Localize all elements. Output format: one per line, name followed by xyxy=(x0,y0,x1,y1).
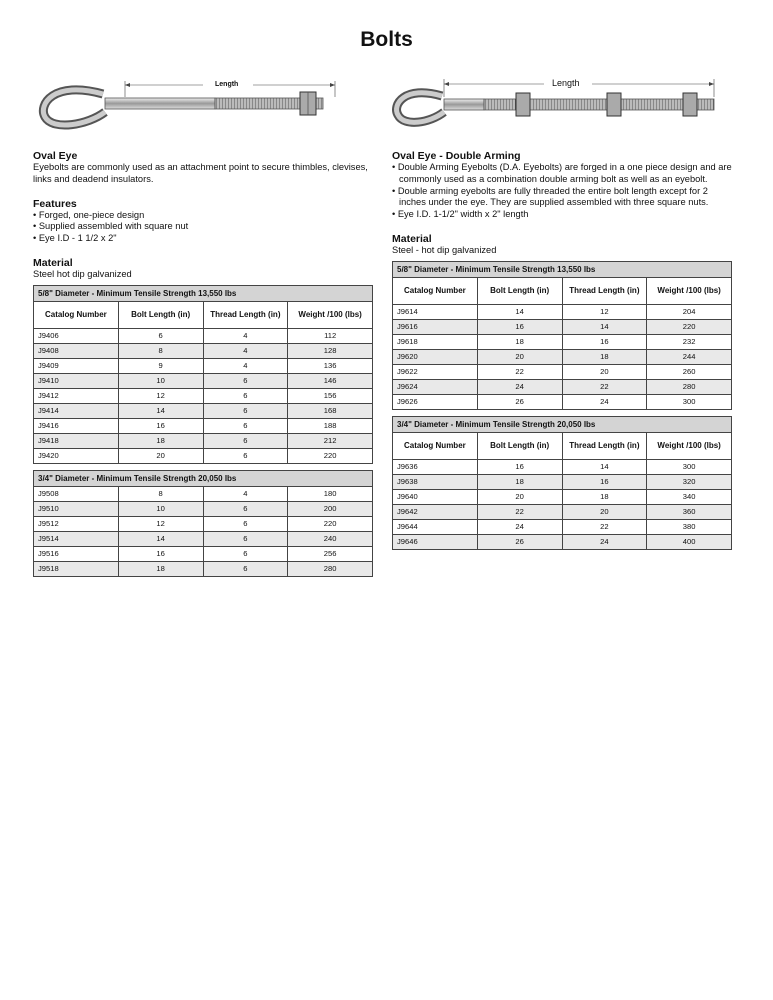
oval-eye-heading: Oval Eye xyxy=(33,150,78,162)
table-row xyxy=(34,343,373,358)
thread-length-cell: 4 xyxy=(203,486,288,501)
weight-cell: 136 xyxy=(288,358,373,373)
column-header: Weight /100 (lbs) xyxy=(288,301,373,328)
column-header: Weight /100 (lbs) xyxy=(647,432,732,459)
bolt-length-cell: 18 xyxy=(477,474,562,489)
catalog-number-cell: J9408 xyxy=(34,343,119,358)
oval-eye-bolt-diagram xyxy=(33,75,373,147)
bolt-length-cell: 8 xyxy=(118,486,203,501)
bolt-length-cell: 14 xyxy=(118,531,203,546)
catalog-number-cell: J9626 xyxy=(393,394,478,409)
thread-length-cell: 20 xyxy=(562,364,647,379)
table-row xyxy=(393,504,732,519)
weight-cell: 128 xyxy=(288,343,373,358)
table-header-row xyxy=(34,301,373,328)
catalog-number-cell: J9510 xyxy=(34,501,119,516)
column-header: Weight /100 (lbs) xyxy=(647,277,732,304)
table-row xyxy=(34,433,373,448)
table-row xyxy=(393,334,732,349)
oval-eye-section xyxy=(33,75,373,577)
oval-eye-bolt-illustration xyxy=(33,75,363,147)
table-row xyxy=(34,373,373,388)
table-row xyxy=(393,379,732,394)
table-row xyxy=(34,358,373,373)
table-caption: 3/4" Diameter - Minimum Tensile Strength 20,050 lbs xyxy=(34,470,373,486)
table-row xyxy=(393,519,732,534)
thread-length-cell: 18 xyxy=(562,489,647,504)
weight-cell: 168 xyxy=(288,403,373,418)
catalog-number-cell: J9624 xyxy=(393,379,478,394)
table-row xyxy=(34,403,373,418)
table-row xyxy=(393,459,732,474)
catalog-number-cell: J9620 xyxy=(393,349,478,364)
bolt-length-cell: 14 xyxy=(118,403,203,418)
weight-cell: 280 xyxy=(647,379,732,394)
thread-length-cell: 6 xyxy=(203,388,288,403)
bolt-length-cell: 24 xyxy=(477,519,562,534)
bolt-length-cell: 20 xyxy=(477,349,562,364)
thread-length-cell: 6 xyxy=(203,418,288,433)
bolt-length-cell: 26 xyxy=(477,394,562,409)
thread-length-cell: 6 xyxy=(203,433,288,448)
catalog-number-cell: J9508 xyxy=(34,486,119,501)
bolt-length-cell: 26 xyxy=(477,534,562,549)
table-row xyxy=(34,448,373,463)
weight-cell: 220 xyxy=(647,319,732,334)
bolt-length-cell: 18 xyxy=(118,433,203,448)
double-arming-section xyxy=(392,75,732,550)
column-header: Bolt Length (in) xyxy=(477,432,562,459)
bolt-length-cell: 24 xyxy=(477,379,562,394)
thread-length-cell: 18 xyxy=(562,349,647,364)
features-heading: Features xyxy=(33,197,77,210)
catalog-number-cell: J9642 xyxy=(393,504,478,519)
weight-cell: 188 xyxy=(288,418,373,433)
thread-length-cell: 16 xyxy=(562,334,647,349)
catalog-number-cell: J9514 xyxy=(34,531,119,546)
thread-length-cell: 16 xyxy=(562,474,647,489)
catalog-number-cell: J9409 xyxy=(34,358,119,373)
length-label: Length xyxy=(215,81,239,88)
bolt-length-cell: 10 xyxy=(118,373,203,388)
column-header: Bolt Length (in) xyxy=(477,277,562,304)
oval-eye-tables xyxy=(33,285,373,577)
weight-cell: 300 xyxy=(647,459,732,474)
table-row xyxy=(393,534,732,549)
weight-cell: 260 xyxy=(647,364,732,379)
oval-eye-description: Eyebolts are commonly used as an attachment point to secure thimbles, clevises, links and deadend insulators. xyxy=(33,162,368,184)
table-row xyxy=(34,501,373,516)
catalog-number-cell: J9410 xyxy=(34,373,119,388)
spec-table xyxy=(33,470,373,577)
column-header: Catalog Number xyxy=(34,301,119,328)
catalog-number-cell: J9412 xyxy=(34,388,119,403)
catalog-number-cell: J9638 xyxy=(393,474,478,489)
bolt-length-cell: 16 xyxy=(118,546,203,561)
bolt-length-cell: 16 xyxy=(477,319,562,334)
column-header: Thread Length (in) xyxy=(562,277,647,304)
bolt-length-cell: 16 xyxy=(118,418,203,433)
weight-cell: 156 xyxy=(288,388,373,403)
feature-item: • Supplied assembled with square nut xyxy=(33,221,189,232)
bolt-length-cell: 9 xyxy=(118,358,203,373)
thread-length-cell: 6 xyxy=(203,403,288,418)
length-label: Length xyxy=(552,78,580,88)
catalog-number-cell: J9646 xyxy=(393,534,478,549)
bolt-length-cell: 16 xyxy=(477,459,562,474)
table-row xyxy=(393,304,732,319)
weight-cell: 256 xyxy=(288,546,373,561)
features-list xyxy=(33,210,373,245)
thread-length-cell: 6 xyxy=(203,448,288,463)
thread-length-cell: 22 xyxy=(562,519,647,534)
weight-cell: 200 xyxy=(288,501,373,516)
page-title: Bolts xyxy=(360,28,413,51)
table-row xyxy=(34,546,373,561)
thread-length-cell: 6 xyxy=(203,516,288,531)
weight-cell: 360 xyxy=(647,504,732,519)
table-header-row xyxy=(393,432,732,459)
table-row xyxy=(34,561,373,576)
catalog-number-cell: J9516 xyxy=(34,546,119,561)
thread-length-cell: 24 xyxy=(562,534,647,549)
weight-cell: 340 xyxy=(647,489,732,504)
catalog-number-cell: J9614 xyxy=(393,304,478,319)
bolt-length-cell: 18 xyxy=(118,561,203,576)
thread-length-cell: 6 xyxy=(203,561,288,576)
catalog-number-cell: J9644 xyxy=(393,519,478,534)
table-row xyxy=(34,328,373,343)
catalog-number-cell: J9518 xyxy=(34,561,119,576)
double-arming-description xyxy=(392,162,732,221)
thread-length-cell: 4 xyxy=(203,328,288,343)
column-header: Thread Length (in) xyxy=(562,432,647,459)
thread-length-cell: 6 xyxy=(203,373,288,388)
double-arming-tables xyxy=(392,261,732,550)
table-row xyxy=(34,516,373,531)
spec-table xyxy=(392,261,732,410)
catalog-number-cell: J9406 xyxy=(34,328,119,343)
catalog-number-cell: J9618 xyxy=(393,334,478,349)
weight-cell: 280 xyxy=(288,561,373,576)
material-heading: Material xyxy=(33,256,73,269)
thread-length-cell: 14 xyxy=(562,459,647,474)
weight-cell: 320 xyxy=(647,474,732,489)
weight-cell: 300 xyxy=(647,394,732,409)
weight-cell: 380 xyxy=(647,519,732,534)
table-row xyxy=(393,364,732,379)
bolt-length-cell: 12 xyxy=(118,516,203,531)
table-row xyxy=(34,388,373,403)
table-row xyxy=(393,489,732,504)
weight-cell: 180 xyxy=(288,486,373,501)
double-arming-heading: Oval Eye - Double Arming xyxy=(392,150,521,162)
bolt-length-cell: 18 xyxy=(477,334,562,349)
bolt-length-cell: 6 xyxy=(118,328,203,343)
table-row xyxy=(393,394,732,409)
weight-cell: 220 xyxy=(288,448,373,463)
thread-length-cell: 22 xyxy=(562,379,647,394)
table-row xyxy=(34,531,373,546)
catalog-number-cell: J9418 xyxy=(34,433,119,448)
catalog-number-cell: J9636 xyxy=(393,459,478,474)
material-text: Steel - hot dip galvanized xyxy=(392,244,497,255)
spec-table xyxy=(392,416,732,550)
catalog-number-cell: J9622 xyxy=(393,364,478,379)
thread-length-cell: 12 xyxy=(562,304,647,319)
catalog-number-cell: J9616 xyxy=(393,319,478,334)
bolt-length-cell: 10 xyxy=(118,501,203,516)
column-header: Catalog Number xyxy=(393,432,478,459)
weight-cell: 240 xyxy=(288,531,373,546)
feature-item: • Eye I.D - 1 1/2 x 2" xyxy=(33,233,117,244)
weight-cell: 212 xyxy=(288,433,373,448)
catalog-number-cell: J9420 xyxy=(34,448,119,463)
weight-cell: 204 xyxy=(647,304,732,319)
bolt-length-cell: 12 xyxy=(118,388,203,403)
column-header: Thread Length (in) xyxy=(203,301,288,328)
weight-cell: 244 xyxy=(647,349,732,364)
double-arming-bolt-diagram xyxy=(392,75,732,147)
thread-length-cell: 14 xyxy=(562,319,647,334)
description-item: • Double Arming Eyebolts (D.A. Eyebolts) are forged in a one piece design and are commonly used as a combination double arming bolt as well as an eyebolt. xyxy=(392,162,732,184)
table-caption: 3/4" Diameter - Minimum Tensile Strength 20,050 lbs xyxy=(393,416,732,432)
bolt-length-cell: 22 xyxy=(477,364,562,379)
table-row xyxy=(34,418,373,433)
thread-length-cell: 6 xyxy=(203,546,288,561)
table-row xyxy=(393,349,732,364)
column-header: Bolt Length (in) xyxy=(118,301,203,328)
thread-length-cell: 4 xyxy=(203,343,288,358)
bolt-length-cell: 20 xyxy=(477,489,562,504)
material-heading: Material xyxy=(392,232,432,245)
catalog-number-cell: J9640 xyxy=(393,489,478,504)
catalog-number-cell: J9414 xyxy=(34,403,119,418)
description-item: • Eye I.D. 1-1/2" width x 2" length xyxy=(392,209,529,220)
weight-cell: 400 xyxy=(647,534,732,549)
table-header-row xyxy=(393,277,732,304)
thread-length-cell: 6 xyxy=(203,501,288,516)
thread-length-cell: 4 xyxy=(203,358,288,373)
table-row xyxy=(393,319,732,334)
bolt-length-cell: 20 xyxy=(118,448,203,463)
feature-item: • Forged, one-piece design xyxy=(33,209,145,220)
column-header: Catalog Number xyxy=(393,277,478,304)
thread-length-cell: 24 xyxy=(562,394,647,409)
bolt-length-cell: 8 xyxy=(118,343,203,358)
table-caption: 5/8" Diameter - Minimum Tensile Strength 13,550 lbs xyxy=(393,261,732,277)
catalog-number-cell: J9416 xyxy=(34,418,119,433)
weight-cell: 220 xyxy=(288,516,373,531)
bolt-length-cell: 22 xyxy=(477,504,562,519)
spec-table xyxy=(33,285,373,464)
table-row xyxy=(393,474,732,489)
weight-cell: 146 xyxy=(288,373,373,388)
description-item: • Double arming eyebolts are fully threaded the entire bolt length except for 2 inches under the eye. They are supplied assembled with three square nuts. xyxy=(392,185,709,208)
table-caption: 5/8" Diameter - Minimum Tensile Strength 13,550 lbs xyxy=(34,285,373,301)
table-row xyxy=(34,486,373,501)
thread-length-cell: 20 xyxy=(562,504,647,519)
weight-cell: 112 xyxy=(288,328,373,343)
weight-cell: 232 xyxy=(647,334,732,349)
thread-length-cell: 6 xyxy=(203,531,288,546)
material-text: Steel hot dip galvanized xyxy=(33,268,132,279)
catalog-number-cell: J9512 xyxy=(34,516,119,531)
bolt-length-cell: 14 xyxy=(477,304,562,319)
